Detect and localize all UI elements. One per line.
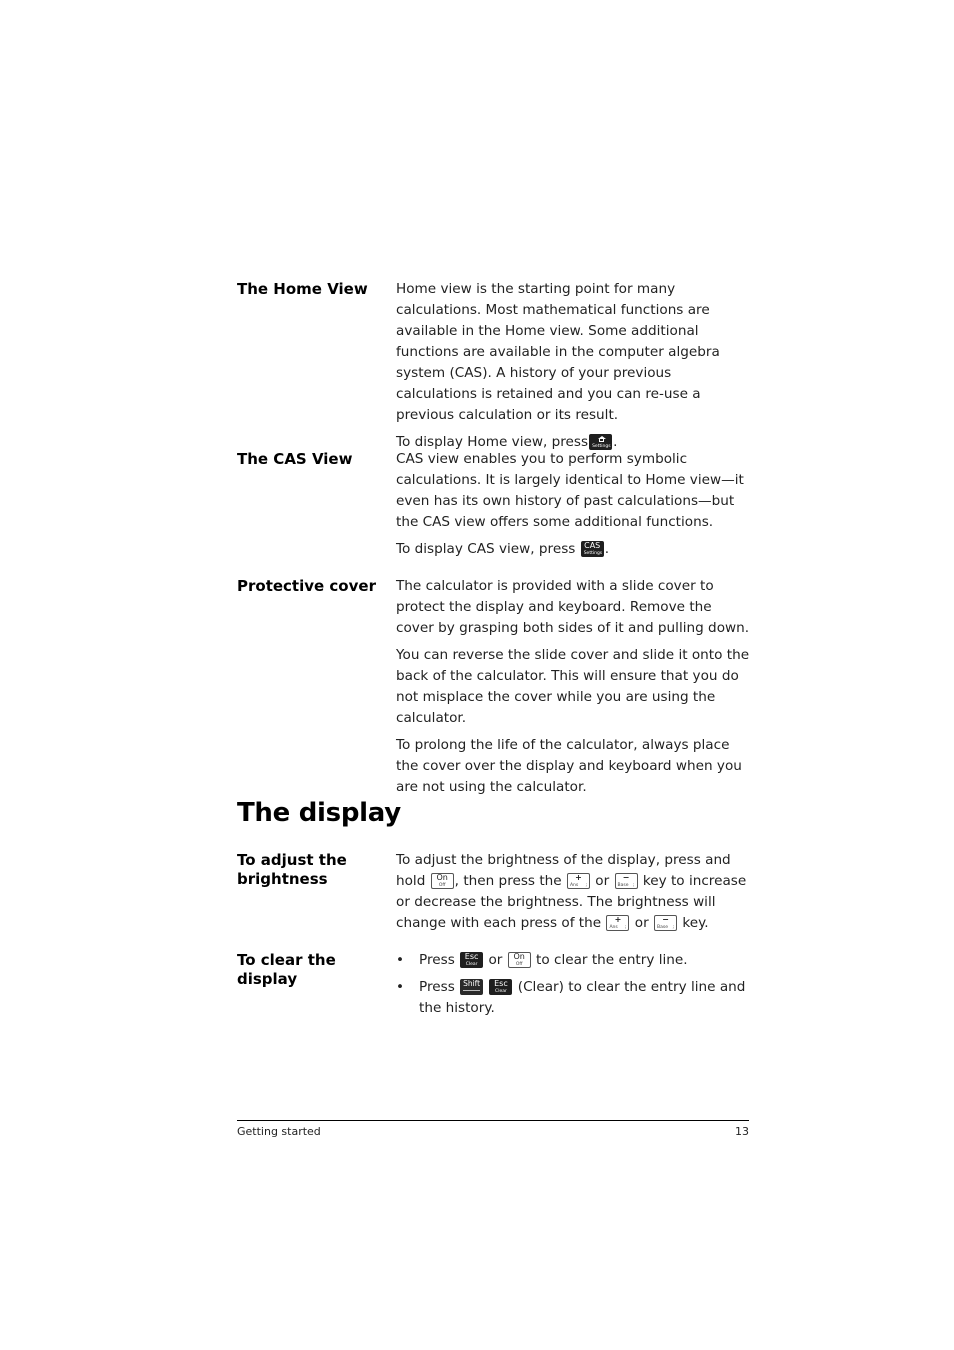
- cas-view-paragraph: CAS view enables you to perform symbolic calculations. It is largely identical to Home view—it even has its own history of past calculations—but the CAS view offers some additional functions.: [396, 451, 744, 530]
- section-heading-cas-view: The CAS View: [237, 450, 353, 468]
- page-number: 13: [735, 1125, 749, 1138]
- brightness-paragraph: To adjust the brightness of the display, press and hold On Off , then press the + Ans ; or − Base ; key to increase or decrease the brightness. The brightness will change with each press of the + Ans ; or − Base ; key.: [396, 852, 747, 931]
- list-item: • Press Esc Clear or On Off to clear the entry line.: [396, 952, 688, 968]
- protective-cover-paragraph-2: You can reverse the slide cover and slide it onto the back of the calculator. This will ensure that you do not misplace the cover while you are using the calculator.: [396, 647, 750, 726]
- section-body-home-view: [396, 279, 750, 453]
- home-view-instruction: To display Home view, press Settings .: [396, 434, 618, 450]
- esc-key-icon: Esc Clear: [489, 979, 512, 995]
- protective-cover-paragraph-1: The calculator is provided with a slide cover to protect the display and keyboard. Remove the cover by grasping both sides of it and pulling down.: [396, 578, 750, 636]
- footer-chapter-title: Getting started: [237, 1125, 321, 1138]
- chapter-heading-the-display: The display: [237, 798, 401, 828]
- section-heading-clear-display: To clear the display: [237, 951, 336, 988]
- section-body-cas-view: [396, 449, 750, 560]
- section-heading-adjust-brightness: To adjust the brightness: [237, 851, 347, 888]
- esc-key-icon: Esc Clear: [460, 952, 483, 968]
- cas-key-icon: CAS Settings: [581, 541, 604, 557]
- section-body-clear-display: [396, 950, 750, 1019]
- list-item: • Press Shift Esc Clear (Clear) to clear the entry line and the history.: [396, 979, 746, 1016]
- home-view-paragraph: Home view is the starting point for many calculations. Most mathematical functions are available in the Home view. Some additional functions are available in the computer algebra system (CAS). A history of your previous calculations is retained and you can re-use a previous calculation or its result.: [396, 281, 720, 423]
- plus-key-icon: + Ans ;: [606, 915, 629, 931]
- plus-key-icon: + Ans ;: [567, 873, 590, 889]
- cas-view-instruction: To display CAS view, press CAS Settings .: [396, 541, 610, 557]
- shift-key-icon: Shift: [460, 979, 483, 995]
- clear-display-list: [396, 950, 750, 1019]
- protective-cover-paragraph-3: To prolong the life of the calculator, always place the cover over the display and keyboard when you are not using the calculator.: [396, 737, 742, 795]
- section-heading-protective-cover: Protective cover: [237, 577, 376, 595]
- section-body-protective-cover: [396, 576, 750, 798]
- footer-divider: [237, 1120, 749, 1121]
- minus-key-icon: − Base ;: [615, 873, 638, 889]
- section-heading-home-view: The Home View: [237, 280, 368, 298]
- section-body-adjust-brightness: [396, 850, 750, 934]
- on-key-icon: On Off: [508, 952, 531, 968]
- minus-key-icon: − Base ;: [654, 915, 677, 931]
- home-key-icon: Settings: [589, 434, 612, 450]
- on-key-icon: On Off: [431, 873, 454, 889]
